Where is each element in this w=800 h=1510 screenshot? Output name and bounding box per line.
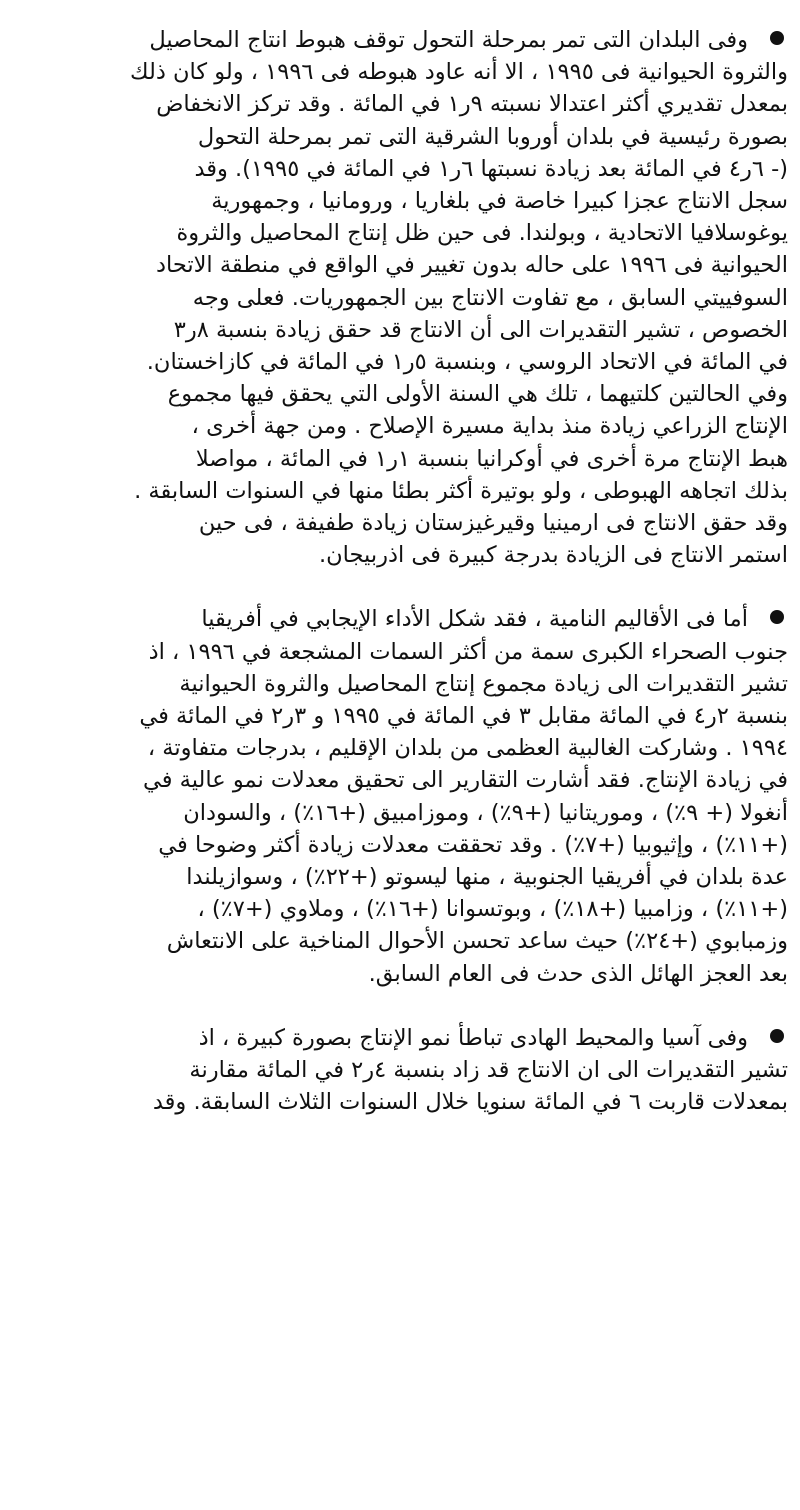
text-line: بمعدل تقديري أكثر اعتدالا نسبته ٩ر١ في المائة . وقد تركز الانخفاض [156, 91, 788, 118]
text-line: في زيادة الإنتاج. فقد أشارت التقارير الى تحقيق معدلات نمو عالية في [143, 767, 788, 794]
line-text: أما فى الأقاليم النامية ، فقد شكل الأداء الإيجابي في أفريقيا [201, 606, 748, 633]
text-line: الإنتاج الزراعي زيادة منذ بداية مسيرة الإصلاح . ومن جهة أخرى ، [191, 413, 788, 440]
text-line: بعد العجز الهائل الذى حدث فى العام السابق. [368, 960, 788, 987]
text-line: وقد حقق الانتاج فى ارمينيا وقيرغيزستان زيادة طفيفة ، فى حين [198, 510, 788, 537]
bullet-icon [770, 610, 784, 624]
text-line [18, 603, 788, 635]
text-line: وزمبابوي (+٢٤٪) حيث ساعد تحسن الأحوال المناخية على الانتعاش [166, 928, 788, 955]
document-page [18, 24, 788, 1119]
text-line: سجل الانتاج عجزا كبيرا خاصة في بلغاريا ، ورومانيا ، وجمهورية [211, 188, 788, 215]
text-line: (+١١٪) ، وزامبيا (+١٨٪) ، وبوتسوانا (+١٦٪) ، وملاوي (+٧٪) ، [197, 896, 788, 923]
bullet-icon [770, 1029, 784, 1043]
text-line: (- ٦ر٤ في المائة بعد زيادة نسبتها ٦ر١ في المائة في ١٩٩٥). وقد [194, 155, 788, 182]
text-line: جنوب الصحراء الكبرى سمة من أكثر السمات المشجعة في ١٩٩٦ ، اذ [148, 638, 788, 665]
text-line [18, 1022, 788, 1054]
text-line: الخصوص ، تشير التقديرات الى أن الانتاج قد حقق زيادة بنسبة ٨ر٣ [173, 316, 788, 343]
text-line: استمر الانتاج فى الزيادة بدرجة كبيرة فى اذربيجان. [318, 542, 788, 569]
text-line: هبط الإنتاج مرة أخرى في أوكرانيا بنسبة ١ر١ في المائة ، مواصلا [195, 445, 788, 472]
text-line: يوغوسلافيا الاتحادية ، وبولندا. فى حين ظل إنتاج المحاصيل والثروة [176, 220, 788, 247]
bullet-icon [770, 31, 784, 45]
text-line: عدة بلدان في أفريقيا الجنوبية ، منها ليسوتو (+٢٢٪) ، وسوازيلندا [186, 864, 788, 891]
text-line: بنسبة ٢ر٤ في المائة مقابل ٣ في المائة في ١٩٩٥ و ٣ر٢ في المائة في [139, 703, 788, 730]
text-line: الحيوانية فى ١٩٩٦ على حاله بدون تغيير في الواقع في منطقة الاتحاد [155, 252, 788, 279]
text-line: أنغولا (+ ٩٪) ، وموريتانيا (+٩٪) ، وموزامبيق (+١٦٪) ، والسودان [183, 799, 788, 826]
text-line: تشير التقديرات الى ان الانتاج قد زاد بنسبة ٤ر٢ في المائة مقارنة [189, 1057, 788, 1084]
text-line: بذلك اتجاهه الهبوطى ، ولو بوتيرة أكثر بطئا منها في السنوات السابقة . [134, 477, 788, 504]
text-line: بصورة رئيسية في بلدان أوروبا الشرقية التى تمر بمرحلة التحول [197, 123, 788, 150]
text-line: وفي الحالتين كلتيهما ، تلك هي السنة الأولى التي يحقق فيها مجموع [167, 381, 788, 408]
text-line: تشير التقديرات الى زيادة مجموع إنتاج المحاصيل والثروة الحيوانية [179, 670, 788, 697]
text-line: (+١١٪) ، وإثيوبيا (+٧٪) . وقد تحققت معدلات زيادة أكثر وضوحا في [158, 831, 788, 858]
line-text: وفى البلدان التى تمر بمرحلة التحول توقف هبوط انتاج المحاصيل [149, 27, 748, 53]
text-line: بمعدلات قاربت ٦ في المائة سنويا خلال السنوات الثلاث السابقة. وقد [152, 1089, 788, 1116]
text-line [18, 24, 788, 56]
text-line: في المائة في الاتحاد الروسي ، وبنسبة ٥ر١ في المائة في كازاخستان. [146, 349, 788, 376]
text-line: ١٩٩٤ . وشاركت الغالبية العظمى من بلدان الإقليم ، بدرجات متفاوتة ، [147, 735, 788, 762]
text-line: السوفييتي السابق ، مع تفاوت الانتاج بين الجمهوريات. فعلى وجه [192, 284, 788, 311]
paragraph-transition-countries [18, 24, 788, 571]
paragraph-asia-pacific [18, 1022, 788, 1119]
paragraph-developing-regions [18, 603, 788, 989]
text-line: والثروة الحيوانية فى ١٩٩٥ ، الا أنه عاود هبوطه فى ١٩٩٦ ، ولو كان ذلك [130, 59, 788, 86]
line-text: وفى آسيا والمحيط الهادى تباطأ نمو الإنتاج بصورة كبيرة ، اذ [198, 1024, 748, 1051]
